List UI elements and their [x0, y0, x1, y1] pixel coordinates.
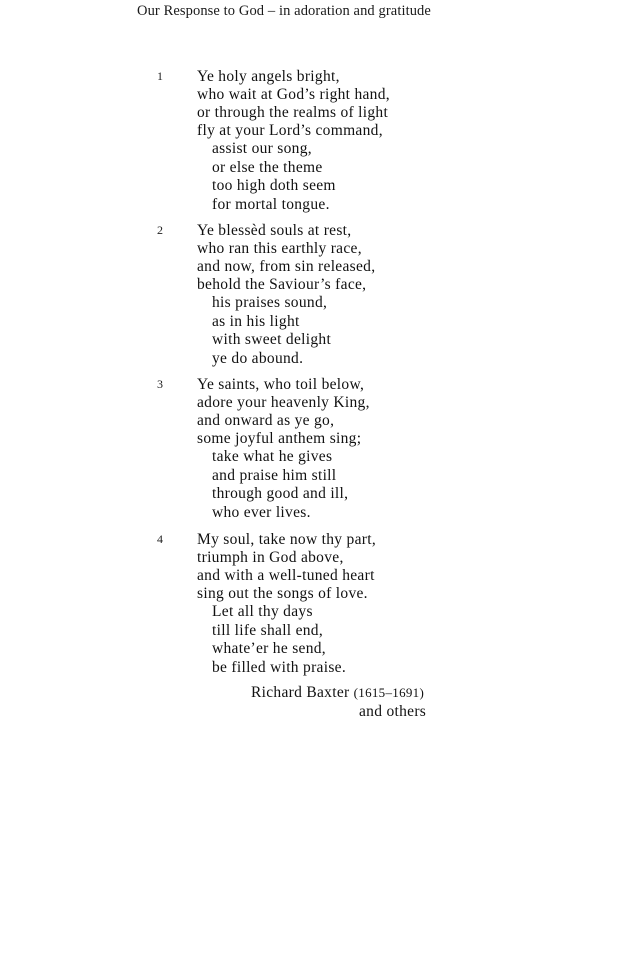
verse-line: Ye holy angels bright,: [197, 68, 340, 85]
verse-line: triumph in God above,: [197, 549, 344, 566]
verse-line: ye do abound.: [212, 350, 304, 367]
verse-number: 1: [157, 69, 163, 83]
verse-line: or through the realms of light: [197, 104, 389, 121]
verse-line: or else the theme: [212, 159, 323, 176]
verse-line: adore your heavenly King,: [197, 394, 370, 411]
verse-line: and praise him still: [212, 467, 337, 484]
verse-number: 2: [157, 223, 163, 237]
author-attribution: [251, 684, 424, 702]
verse-line: and now, from sin released,: [197, 258, 376, 275]
verse-line: too high doth seem: [212, 177, 336, 194]
verse-line: some joyful anthem sing;: [197, 430, 362, 447]
verse-line: My soul, take now thy part,: [197, 531, 377, 548]
author-dates: (1615–1691): [353, 685, 425, 700]
verse-line: his praises sound,: [212, 294, 328, 311]
verse-line: as in his light: [212, 313, 300, 330]
verse-line: fly at your Lord’s command,: [197, 122, 383, 139]
verse-line: assist our song,: [212, 140, 312, 157]
verse-line: who ever lives.: [212, 504, 311, 521]
verse-line: who wait at God’s right hand,: [197, 86, 390, 103]
verse-line: and with a well-tuned heart: [197, 567, 375, 584]
verse-line: behold the Saviour’s face,: [197, 276, 367, 293]
verse-line: till life shall end,: [212, 622, 324, 639]
attribution-others: and others: [359, 703, 427, 720]
verse-line: Ye saints, who toil below,: [197, 376, 365, 393]
verse-line: Ye blessèd souls at rest,: [197, 222, 352, 239]
verse-line: take what he gives: [212, 448, 333, 465]
verse-line: sing out the songs of love.: [197, 585, 368, 602]
verse-number: 3: [157, 377, 163, 391]
verse-number: 4: [157, 532, 163, 546]
page-header: Our Response to God – in adoration and gratitude: [137, 3, 431, 19]
verse-line: for mortal tongue.: [212, 196, 330, 213]
verse-line: who ran this earthly race,: [197, 240, 362, 257]
author-name: Richard Baxter: [251, 684, 350, 701]
verse-line: with sweet delight: [212, 331, 332, 348]
verse-line: whate’er he send,: [212, 640, 326, 657]
verse-line: be filled with praise.: [212, 659, 347, 676]
verse-line: Let all thy days: [212, 603, 313, 620]
verse-line: and onward as ye go,: [197, 412, 335, 429]
verse-line: through good and ill,: [212, 485, 349, 502]
